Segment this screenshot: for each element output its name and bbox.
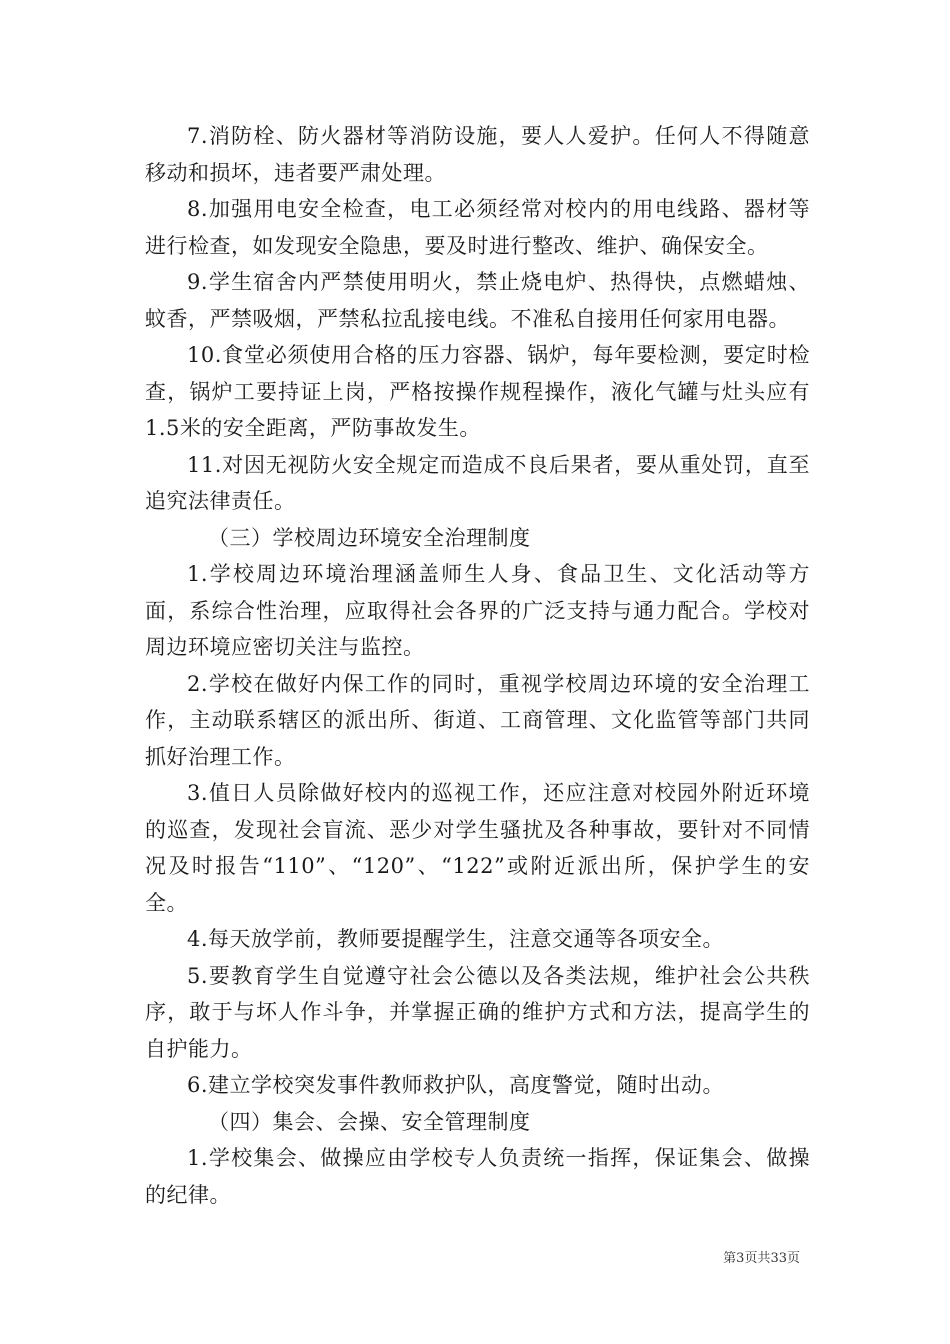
paragraph-fire-7: 7.消防栓、防火器材等消防设施，要人人爱护。任何人不得随意移动和损坏，违者要严肃处理。 [145,124,810,185]
paragraph-assembly-1: 1.学校集会、做操应由学校专人负责统一指挥，保证集会、做操的纪律。 [145,1146,810,1207]
paragraph-env-4: 4.每天放学前，教师要提醒学生，注意交通等各项安全。 [187,927,725,951]
section-heading-4: （四）集会、会操、安全管理制度 [208,1109,531,1134]
paragraph-fire-9: 9.学生宿舍内严禁使用明火，禁止烧电炉、热得快，点燃蜡烛、蚊香，严禁吸烟，严禁私拉乱接电线。不准私自接用任何家用电器。 [145,270,810,331]
paragraph-env-1: 1.学校周边环境治理涵盖师生人身、食品卫生、文化活动等方面，系综合性治理，应取得社会各界的广泛支持与通力配合。学校对周边环境应密切关注与监控。 [145,562,810,659]
document-body [145,118,810,1213]
paragraph-fire-10: 10.食堂必须使用合格的压力容器、锅炉，每年要检测，要定时检查，锅炉工要持证上岗，严格按操作规程操作，液化气罐与灶头应有1.5米的安全距离，严防事故发生。 [145,343,810,440]
section-heading-3: （三）学校周边环境安全治理制度 [208,525,531,550]
paragraph-fire-11: 11.对因无视防火安全规定而造成不良后果者，要从重处罚，直至追究法律责任。 [145,452,810,513]
paragraph-fire-8: 8.加强用电安全检查，电工必须经常对校内的用电线路、器材等进行检查，如发现安全隐患，要及时进行整改、维护、确保安全。 [145,197,810,258]
paragraph-env-2: 2.学校在做好内保工作的同时，重视学校周边环境的安全治理工作，主动联系辖区的派出所、街道、工商管理、文化监管等部门共同抓好治理工作。 [145,671,810,769]
paragraph-env-5: 5.要教育学生自觉遵守社会公德以及各类法规，维护社会公共秩序，敢于与坏人作斗争，并掌握正确的维护方式和方法，提高学生的自护能力。 [145,963,810,1061]
paragraph-env-6: 6.建立学校突发事件教师救护队，高度警觉，随时出动。 [187,1073,725,1097]
page-number: 第3页共33页 [723,1251,800,1266]
paragraph-env-3: 3.值日人员除做好校内的巡视工作，还应注意对校园外附近环境的巡查，发现社会盲流、恶少对学生骚扰及各种事故，要针对不同情况及时报告“110”、“120”、“122”或附近派出所，保护学生的安全。 [145,781,810,915]
